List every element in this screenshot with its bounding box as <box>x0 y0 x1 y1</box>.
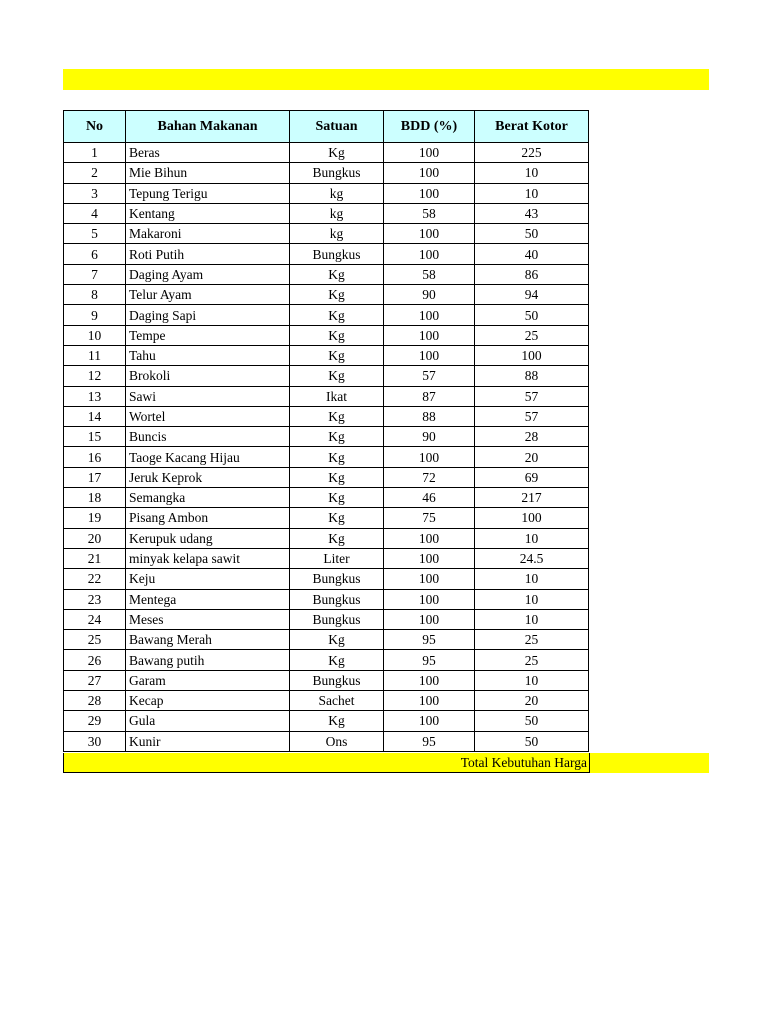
cell-unit: Kg <box>290 406 384 426</box>
cell-no: 6 <box>64 244 126 264</box>
table-header-row <box>64 111 589 143</box>
cell-unit: Kg <box>290 264 384 284</box>
cell-weight: 225 <box>475 143 589 163</box>
cell-no: 1 <box>64 143 126 163</box>
cell-item: Beras <box>126 143 290 163</box>
cell-unit: Kg <box>290 488 384 508</box>
cell-bdd: 90 <box>384 427 475 447</box>
cell-no: 17 <box>64 467 126 487</box>
cell-unit: Bungkus <box>290 670 384 690</box>
cell-weight: 50 <box>475 305 589 325</box>
cell-bdd: 100 <box>384 163 475 183</box>
cell-unit: Kg <box>290 325 384 345</box>
table-row <box>64 548 589 568</box>
cell-item: Semangka <box>126 488 290 508</box>
cell-item: Bawang Merah <box>126 630 290 650</box>
cell-unit: Kg <box>290 345 384 365</box>
cell-unit: kg <box>290 183 384 203</box>
cell-weight: 94 <box>475 285 589 305</box>
cell-item: Kentang <box>126 203 290 223</box>
table-row <box>64 285 589 305</box>
cell-no: 24 <box>64 609 126 629</box>
table-row <box>64 264 589 284</box>
cell-item: Meses <box>126 609 290 629</box>
cell-no: 27 <box>64 670 126 690</box>
cell-weight: 43 <box>475 203 589 223</box>
cell-item: Sawi <box>126 386 290 406</box>
table-row <box>64 731 589 751</box>
cell-bdd: 100 <box>384 325 475 345</box>
cell-unit: Bungkus <box>290 244 384 264</box>
header-unit: Satuan <box>290 111 384 143</box>
cell-weight: 69 <box>475 467 589 487</box>
cell-unit: Kg <box>290 285 384 305</box>
table-row <box>64 569 589 589</box>
cell-unit: kg <box>290 224 384 244</box>
header-bdd: BDD (%) <box>384 111 475 143</box>
table-row <box>64 609 589 629</box>
table-row <box>64 691 589 711</box>
cell-no: 16 <box>64 447 126 467</box>
title-highlight-bar <box>63 69 709 90</box>
table-row <box>64 305 589 325</box>
cell-unit: Kg <box>290 508 384 528</box>
cell-weight: 10 <box>475 183 589 203</box>
total-row <box>63 753 590 773</box>
cell-bdd: 46 <box>384 488 475 508</box>
cell-bdd: 95 <box>384 731 475 751</box>
cell-bdd: 75 <box>384 508 475 528</box>
cell-bdd: 87 <box>384 386 475 406</box>
cell-weight: 10 <box>475 163 589 183</box>
cell-no: 7 <box>64 264 126 284</box>
cell-item: Kerupuk udang <box>126 528 290 548</box>
cell-weight: 217 <box>475 488 589 508</box>
cell-no: 12 <box>64 366 126 386</box>
table-row <box>64 528 589 548</box>
cell-unit: Bungkus <box>290 163 384 183</box>
table-row <box>64 589 589 609</box>
cell-bdd: 100 <box>384 244 475 264</box>
cell-item: Roti Putih <box>126 244 290 264</box>
header-item: Bahan Makanan <box>126 111 290 143</box>
cell-bdd: 100 <box>384 548 475 568</box>
cell-unit: Kg <box>290 630 384 650</box>
food-ingredients-table <box>63 110 589 752</box>
cell-item: Telur Ayam <box>126 285 290 305</box>
header-no: No <box>64 111 126 143</box>
cell-bdd: 88 <box>384 406 475 426</box>
header-weight: Berat Kotor <box>475 111 589 143</box>
cell-bdd: 100 <box>384 224 475 244</box>
cell-no: 4 <box>64 203 126 223</box>
cell-weight: 10 <box>475 670 589 690</box>
cell-unit: Kg <box>290 447 384 467</box>
cell-bdd: 100 <box>384 691 475 711</box>
cell-weight: 25 <box>475 630 589 650</box>
cell-unit: Kg <box>290 528 384 548</box>
cell-weight: 100 <box>475 508 589 528</box>
cell-weight: 57 <box>475 386 589 406</box>
cell-bdd: 95 <box>384 630 475 650</box>
cell-weight: 50 <box>475 224 589 244</box>
cell-no: 2 <box>64 163 126 183</box>
cell-weight: 100 <box>475 345 589 365</box>
cell-bdd: 100 <box>384 143 475 163</box>
cell-unit: kg <box>290 203 384 223</box>
cell-weight: 50 <box>475 711 589 731</box>
table-row <box>64 386 589 406</box>
table-row <box>64 345 589 365</box>
table-row <box>64 670 589 690</box>
cell-no: 30 <box>64 731 126 751</box>
cell-weight: 10 <box>475 609 589 629</box>
table-row <box>64 650 589 670</box>
cell-weight: 10 <box>475 569 589 589</box>
cell-item: Garam <box>126 670 290 690</box>
cell-item: Kunir <box>126 731 290 751</box>
cell-no: 28 <box>64 691 126 711</box>
cell-bdd: 58 <box>384 264 475 284</box>
cell-item: Brokoli <box>126 366 290 386</box>
cell-bdd: 100 <box>384 345 475 365</box>
cell-no: 9 <box>64 305 126 325</box>
cell-no: 20 <box>64 528 126 548</box>
cell-no: 26 <box>64 650 126 670</box>
cell-unit: Ons <box>290 731 384 751</box>
cell-no: 23 <box>64 589 126 609</box>
cell-item: Mentega <box>126 589 290 609</box>
cell-no: 15 <box>64 427 126 447</box>
table-row <box>64 224 589 244</box>
cell-item: Buncis <box>126 427 290 447</box>
table-row <box>64 488 589 508</box>
cell-bdd: 95 <box>384 650 475 670</box>
cell-unit: Sachet <box>290 691 384 711</box>
cell-unit: Bungkus <box>290 569 384 589</box>
cell-item: Daging Sapi <box>126 305 290 325</box>
cell-no: 14 <box>64 406 126 426</box>
total-label: Total Kebutuhan Harga <box>460 755 587 770</box>
table-row <box>64 508 589 528</box>
cell-weight: 10 <box>475 528 589 548</box>
cell-no: 10 <box>64 325 126 345</box>
cell-item: Taoge Kacang Hijau <box>126 447 290 467</box>
table-row <box>64 406 589 426</box>
table-row <box>64 203 589 223</box>
cell-unit: Kg <box>290 427 384 447</box>
cell-bdd: 100 <box>384 528 475 548</box>
cell-item: Wortel <box>126 406 290 426</box>
cell-unit: Bungkus <box>290 589 384 609</box>
cell-bdd: 100 <box>384 183 475 203</box>
cell-weight: 57 <box>475 406 589 426</box>
cell-item: Pisang Ambon <box>126 508 290 528</box>
cell-weight: 86 <box>475 264 589 284</box>
cell-weight: 28 <box>475 427 589 447</box>
table-row <box>64 447 589 467</box>
cell-unit: Bungkus <box>290 609 384 629</box>
cell-item: Tahu <box>126 345 290 365</box>
cell-unit: Kg <box>290 467 384 487</box>
cell-bdd: 100 <box>384 589 475 609</box>
table-row <box>64 427 589 447</box>
cell-item: Tepung Terigu <box>126 183 290 203</box>
cell-weight: 20 <box>475 691 589 711</box>
cell-item: Bawang putih <box>126 650 290 670</box>
cell-weight: 25 <box>475 650 589 670</box>
cell-no: 19 <box>64 508 126 528</box>
table-row <box>64 325 589 345</box>
cell-item: Kecap <box>126 691 290 711</box>
cell-item: Makaroni <box>126 224 290 244</box>
cell-item: Jeruk Keprok <box>126 467 290 487</box>
cell-unit: Kg <box>290 650 384 670</box>
cell-bdd: 100 <box>384 305 475 325</box>
cell-no: 8 <box>64 285 126 305</box>
cell-unit: Kg <box>290 711 384 731</box>
cell-bdd: 57 <box>384 366 475 386</box>
cell-no: 22 <box>64 569 126 589</box>
cell-weight: 24.5 <box>475 548 589 568</box>
table-row <box>64 467 589 487</box>
cell-bdd: 100 <box>384 670 475 690</box>
table-row <box>64 183 589 203</box>
cell-no: 11 <box>64 345 126 365</box>
cell-bdd: 100 <box>384 609 475 629</box>
cell-no: 18 <box>64 488 126 508</box>
cell-no: 3 <box>64 183 126 203</box>
cell-item: Daging Ayam <box>126 264 290 284</box>
cell-bdd: 100 <box>384 569 475 589</box>
cell-item: Gula <box>126 711 290 731</box>
cell-weight: 50 <box>475 731 589 751</box>
cell-item: Mie Bihun <box>126 163 290 183</box>
cell-unit: Ikat <box>290 386 384 406</box>
cell-no: 25 <box>64 630 126 650</box>
cell-no: 13 <box>64 386 126 406</box>
table-row <box>64 163 589 183</box>
cell-item: Tempe <box>126 325 290 345</box>
cell-weight: 10 <box>475 589 589 609</box>
table-row <box>64 711 589 731</box>
table-row <box>64 366 589 386</box>
cell-no: 5 <box>64 224 126 244</box>
cell-item: minyak kelapa sawit <box>126 548 290 568</box>
cell-unit: Kg <box>290 366 384 386</box>
cell-weight: 20 <box>475 447 589 467</box>
table-row <box>64 143 589 163</box>
cell-item: Keju <box>126 569 290 589</box>
cell-weight: 40 <box>475 244 589 264</box>
table-row <box>64 244 589 264</box>
cell-weight: 25 <box>475 325 589 345</box>
cell-bdd: 90 <box>384 285 475 305</box>
cell-unit: Kg <box>290 305 384 325</box>
cell-bdd: 58 <box>384 203 475 223</box>
cell-bdd: 72 <box>384 467 475 487</box>
cell-bdd: 100 <box>384 447 475 467</box>
cell-bdd: 100 <box>384 711 475 731</box>
cell-no: 21 <box>64 548 126 568</box>
cell-unit: Liter <box>290 548 384 568</box>
table-row <box>64 630 589 650</box>
cell-no: 29 <box>64 711 126 731</box>
cell-unit: Kg <box>290 143 384 163</box>
cell-weight: 88 <box>475 366 589 386</box>
